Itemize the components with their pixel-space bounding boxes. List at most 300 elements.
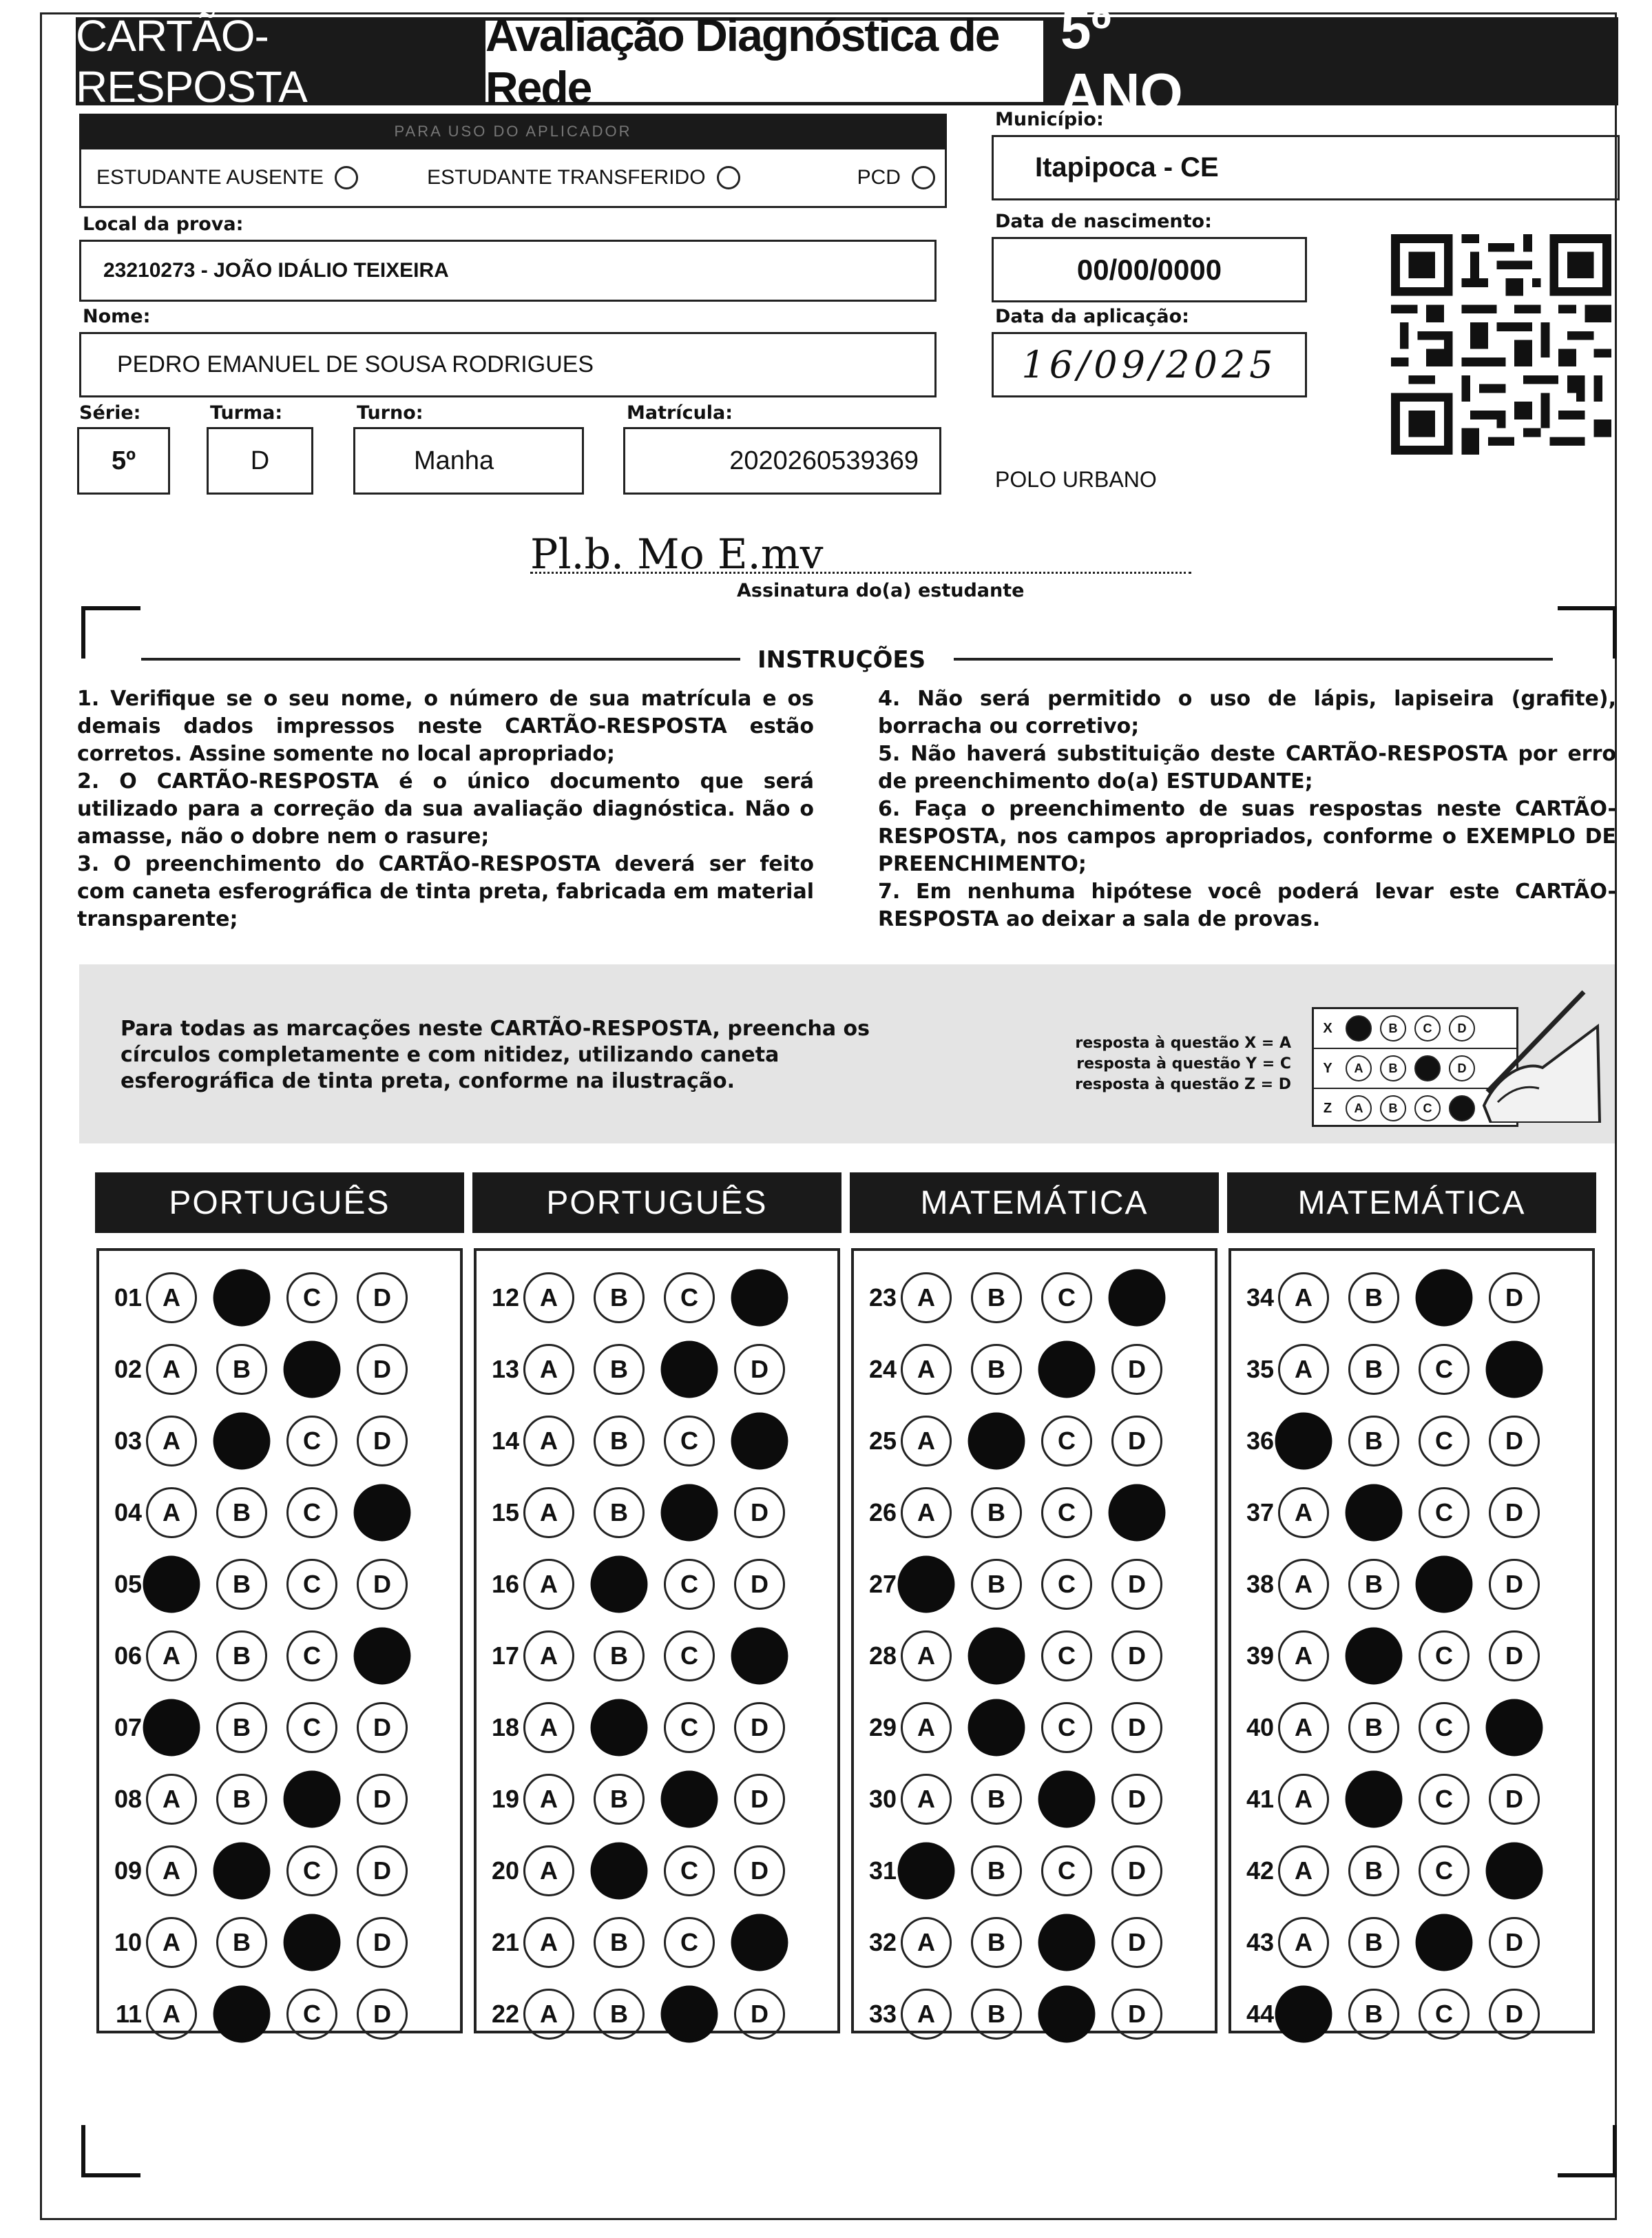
question-row xyxy=(99,1270,427,1325)
answer-bubble-a[interactable] xyxy=(901,1344,952,1395)
answer-bubble-c[interactable] xyxy=(1419,1774,1470,1825)
answer-bubble-b[interactable] xyxy=(594,1344,645,1395)
corner-mark-top-left xyxy=(81,606,140,659)
bubble-letter: D xyxy=(1505,1498,1523,1526)
answer-bubble-d[interactable] xyxy=(1489,1272,1540,1323)
bubble-letter: B xyxy=(1365,1928,1383,1956)
answer-bubble-d[interactable] xyxy=(357,1989,408,2040)
answer-bubble-a[interactable] xyxy=(1275,1413,1332,1470)
answer-bubble-b[interactable] xyxy=(594,1989,645,2040)
answer-bubble-a[interactable] xyxy=(523,1416,574,1467)
question-number: 29 xyxy=(868,1713,897,1741)
answer-bubble-d[interactable] xyxy=(1111,1845,1162,1896)
answer-bubble-a[interactable] xyxy=(901,1487,952,1538)
answer-bubble-b[interactable] xyxy=(968,1699,1025,1757)
enrollment-field: 2020260539369 xyxy=(623,427,941,495)
bubble-letter: B xyxy=(610,1928,628,1956)
question-number: 44 xyxy=(1246,2000,1274,2028)
answer-bubble-a[interactable] xyxy=(143,1556,200,1613)
question-number: 07 xyxy=(114,1713,142,1741)
answer-bubble-a[interactable] xyxy=(523,1702,574,1753)
example-bubble: B xyxy=(1380,1055,1406,1081)
application-field[interactable]: 16/09/2025 xyxy=(992,332,1307,397)
answer-bubble-c[interactable] xyxy=(661,1771,718,1828)
answer-bubble-b[interactable] xyxy=(971,1272,1022,1323)
example-legend-y: resposta à questão Y = C xyxy=(1076,1055,1291,1073)
bubble-letter: D xyxy=(373,1785,391,1813)
question-number: 19 xyxy=(491,1785,519,1813)
bubble-letter: A xyxy=(163,1283,180,1312)
bubble-letter: D xyxy=(751,1713,769,1741)
question-row xyxy=(854,1843,1182,1898)
answer-bubble-b[interactable] xyxy=(1346,1628,1403,1685)
answer-bubble-d[interactable] xyxy=(731,1413,788,1470)
answer-bubble-c[interactable] xyxy=(286,1272,337,1323)
example-bubble xyxy=(1414,1055,1441,1081)
pcd-option[interactable] xyxy=(857,166,935,189)
answer-bubble-d[interactable] xyxy=(731,1270,788,1327)
answer-bubble-a[interactable] xyxy=(523,1272,574,1323)
answer-bubble-a[interactable] xyxy=(901,1917,952,1968)
answer-bubble-a[interactable] xyxy=(1278,1630,1329,1681)
answer-bubble-c[interactable] xyxy=(664,1630,715,1681)
name-label: Nome: xyxy=(83,306,151,327)
answer-bubble-d[interactable] xyxy=(1111,1774,1162,1825)
subject-title: PORTUGUÊS xyxy=(472,1172,841,1233)
bubble-letter: B xyxy=(987,1856,1005,1885)
answer-bubble-b[interactable] xyxy=(971,1989,1022,2040)
class-field: D xyxy=(207,427,313,495)
bubble-letter: B xyxy=(987,1570,1005,1598)
answer-bubble-c[interactable] xyxy=(664,1845,715,1896)
answer-bubble-a[interactable] xyxy=(146,1917,197,1968)
answer-bubble-c[interactable] xyxy=(286,1702,337,1753)
answer-bubble-c[interactable] xyxy=(661,1484,718,1542)
question-row xyxy=(99,1843,427,1898)
bubble-letter: A xyxy=(1295,1928,1313,1956)
bubble-letter: C xyxy=(1435,1713,1453,1741)
question-row xyxy=(854,1557,1182,1612)
answer-bubble-a[interactable] xyxy=(146,1774,197,1825)
answer-bubble-c[interactable] xyxy=(1419,1344,1470,1395)
answer-bubble-c[interactable] xyxy=(664,1917,715,1968)
question-row xyxy=(1231,1915,1559,1970)
answer-bubble-b[interactable] xyxy=(594,1272,645,1323)
bubble-letter: B xyxy=(987,2000,1005,2028)
answer-bubble-d[interactable] xyxy=(357,1559,408,1610)
bubble-letter: A xyxy=(540,1928,558,1956)
answer-bubble-b[interactable] xyxy=(594,1487,645,1538)
answer-bubble-a[interactable] xyxy=(901,1989,952,2040)
question-number: 26 xyxy=(868,1498,897,1526)
answer-bubble-d[interactable] xyxy=(734,1845,785,1896)
answer-bubble-b[interactable] xyxy=(1348,1416,1399,1467)
question-number: 41 xyxy=(1246,1785,1274,1813)
answer-bubble-c[interactable] xyxy=(1041,1630,1092,1681)
question-number: 40 xyxy=(1246,1713,1274,1741)
question-number: 22 xyxy=(491,2000,519,2028)
bubble-letter: D xyxy=(751,1498,769,1526)
polo-label: POLO URBANO xyxy=(995,467,1157,492)
answer-bubble-b[interactable] xyxy=(1348,1272,1399,1323)
answer-bubble-d[interactable] xyxy=(734,1702,785,1753)
answer-bubble-c[interactable] xyxy=(1038,1771,1096,1828)
answer-bubble-a[interactable] xyxy=(523,1630,574,1681)
answer-bubble-c[interactable] xyxy=(1041,1272,1092,1323)
answer-bubble-c[interactable] xyxy=(661,1341,718,1398)
answer-bubble-c[interactable] xyxy=(1416,1270,1473,1327)
bubble-letter: C xyxy=(680,1713,698,1741)
question-row xyxy=(854,1270,1182,1325)
instruction-3: 3. O preenchimento do CARTÃO-RESPOSTA deverá ser feito com caneta esferográfica de tinta preta, fabricada em material transparente; xyxy=(77,852,814,931)
example-bubble: B xyxy=(1380,1015,1406,1042)
answer-bubble-a[interactable] xyxy=(1278,1344,1329,1395)
answer-bubble-a[interactable] xyxy=(901,1416,952,1467)
answer-bubble-a[interactable] xyxy=(146,1845,197,1896)
bubble-letter: C xyxy=(1058,1641,1076,1670)
answer-bubble-a[interactable] xyxy=(898,1556,955,1613)
answer-bubble-d[interactable] xyxy=(1486,1843,1543,1900)
answer-bubble-a[interactable] xyxy=(901,1272,952,1323)
answer-bubble-c[interactable] xyxy=(286,1989,337,2040)
answer-bubble-c[interactable] xyxy=(1041,1702,1092,1753)
question-row xyxy=(477,1557,804,1612)
answer-bubble-c[interactable] xyxy=(1416,1556,1473,1613)
bubble-letter: B xyxy=(987,1785,1005,1813)
answer-bubble-d[interactable] xyxy=(1111,1989,1162,2040)
hand-pen-icon xyxy=(1477,985,1601,1123)
answer-bubble-a[interactable] xyxy=(146,1344,197,1395)
answer-bubble-d[interactable] xyxy=(1489,1630,1540,1681)
question-row xyxy=(1231,1557,1559,1612)
answer-bubble-b[interactable] xyxy=(213,1986,271,2043)
answer-bubble-c[interactable] xyxy=(1419,1845,1470,1896)
answer-bubble-b[interactable] xyxy=(216,1344,267,1395)
bubble-letter: D xyxy=(1505,1283,1523,1312)
city-label: Município: xyxy=(995,109,1104,130)
answer-bubble-c[interactable] xyxy=(1419,1989,1470,2040)
bubble-letter: A xyxy=(163,1641,180,1670)
question-number: 23 xyxy=(868,1283,897,1312)
answer-bubble-c[interactable] xyxy=(664,1272,715,1323)
answer-bubble-c[interactable] xyxy=(1041,1416,1092,1467)
answer-bubble-b[interactable] xyxy=(216,1559,267,1610)
answer-bubble-c[interactable] xyxy=(286,1845,337,1896)
corner-mark-bottom-right xyxy=(1558,2125,1617,2177)
answer-bubble-b[interactable] xyxy=(1348,1917,1399,1968)
answer-bubble-c[interactable] xyxy=(1038,1914,1096,1971)
answer-bubble-d[interactable] xyxy=(1489,1774,1540,1825)
answer-bubble-d[interactable] xyxy=(1489,1559,1540,1610)
bubble-letter: B xyxy=(987,1283,1005,1312)
answer-bubble-d[interactable] xyxy=(1111,1344,1162,1395)
answer-bubble-b[interactable] xyxy=(971,1917,1022,1968)
absent-option[interactable] xyxy=(96,166,358,189)
bubble-letter: A xyxy=(1295,1713,1313,1741)
answer-bubble-c[interactable] xyxy=(1041,1559,1092,1610)
answer-bubble-a[interactable] xyxy=(146,1630,197,1681)
answer-bubble-c[interactable] xyxy=(1041,1487,1092,1538)
instruction-2: 2. O CARTÃO-RESPOSTA é o único documento que será utilizado para a correção da sua avaliação diagnóstica. Não o amasse, não o dobre nem o rasure; xyxy=(77,769,814,849)
bubble-letter: B xyxy=(987,1498,1005,1526)
bubble-letter: B xyxy=(1365,1713,1383,1741)
answer-bubble-d[interactable] xyxy=(1489,1989,1540,2040)
answer-bubble-c[interactable] xyxy=(664,1559,715,1610)
answer-bubble-c[interactable] xyxy=(1416,1914,1473,1971)
transferred-label: ESTUDANTE TRANSFERIDO xyxy=(427,166,706,189)
answer-bubble-b[interactable] xyxy=(216,1917,267,1968)
answer-bubble-c[interactable] xyxy=(1419,1416,1470,1467)
answer-bubble-d[interactable] xyxy=(1111,1702,1162,1753)
question-number: 20 xyxy=(491,1856,519,1885)
example-row-key: Z xyxy=(1323,1100,1332,1116)
bubble-letter: A xyxy=(540,1785,558,1813)
answer-bubble-a[interactable] xyxy=(898,1843,955,1900)
answer-bubble-a[interactable] xyxy=(1278,1559,1329,1610)
answer-bubble-b[interactable] xyxy=(213,1413,271,1470)
answer-bubble-b[interactable] xyxy=(213,1843,271,1900)
answer-bubble-a[interactable] xyxy=(1278,1272,1329,1323)
bubble-letter: B xyxy=(1365,1856,1383,1885)
absent-radio[interactable] xyxy=(335,166,358,189)
question-row xyxy=(99,1915,427,1970)
answer-bubble-d[interactable] xyxy=(734,1559,785,1610)
status-box xyxy=(79,149,947,208)
answer-bubble-c[interactable] xyxy=(1041,1845,1092,1896)
bubble-letter: A xyxy=(163,2000,180,2028)
answer-bubble-d[interactable] xyxy=(1109,1270,1166,1327)
card-title: CARTÃO-RESPOSTA xyxy=(76,11,307,112)
answer-bubble-b[interactable] xyxy=(591,1843,648,1900)
answer-bubble-b[interactable] xyxy=(591,1556,648,1613)
answer-bubble-c[interactable] xyxy=(664,1416,715,1467)
bubble-letter: B xyxy=(610,1785,628,1813)
answer-bubble-c[interactable] xyxy=(1419,1630,1470,1681)
answer-bubble-d[interactable] xyxy=(357,1917,408,1968)
answer-bubble-d[interactable] xyxy=(1111,1630,1162,1681)
answer-bubble-d[interactable] xyxy=(354,1484,411,1542)
bubble-letter: C xyxy=(1058,1713,1076,1741)
example-bubble xyxy=(1449,1095,1475,1121)
example-bubble xyxy=(1346,1015,1372,1042)
transferred-option[interactable] xyxy=(427,166,740,189)
answer-bubble-b[interactable] xyxy=(216,1774,267,1825)
answer-bubble-d[interactable] xyxy=(734,1487,785,1538)
answer-bubble-a[interactable] xyxy=(523,1845,574,1896)
answer-bubble-b[interactable] xyxy=(1348,1989,1399,2040)
answer-bubble-a[interactable] xyxy=(523,1917,574,1968)
answer-bubble-c[interactable] xyxy=(1038,1986,1096,2043)
answer-bubble-d[interactable] xyxy=(357,1845,408,1896)
answer-bubble-b[interactable] xyxy=(968,1413,1025,1470)
question-number: 01 xyxy=(114,1283,142,1312)
answer-bubble-b[interactable] xyxy=(1348,1344,1399,1395)
answer-bubble-c[interactable] xyxy=(284,1771,341,1828)
bubble-letter: A xyxy=(917,1427,935,1455)
bubble-letter: A xyxy=(540,2000,558,2028)
bubble-letter: B xyxy=(233,1713,251,1741)
answer-bubble-b[interactable] xyxy=(591,1699,648,1757)
answer-bubble-b[interactable] xyxy=(594,1630,645,1681)
answer-bubble-d[interactable] xyxy=(1486,1699,1543,1757)
answer-bubble-a[interactable] xyxy=(901,1630,952,1681)
answer-bubble-d[interactable] xyxy=(357,1702,408,1753)
answer-bubble-b[interactable] xyxy=(216,1630,267,1681)
bubble-letter: B xyxy=(1365,1283,1383,1312)
answer-bubble-b[interactable] xyxy=(1346,1771,1403,1828)
bubble-letter: C xyxy=(303,1713,321,1741)
answer-bubble-b[interactable] xyxy=(971,1344,1022,1395)
answer-bubble-b[interactable] xyxy=(1346,1484,1403,1542)
question-row xyxy=(477,1843,804,1898)
answer-bubble-d[interactable] xyxy=(354,1628,411,1685)
answer-bubble-a[interactable] xyxy=(523,1989,574,2040)
answer-bubble-b[interactable] xyxy=(971,1845,1022,1896)
question-number: 37 xyxy=(1246,1498,1274,1526)
bubble-letter: A xyxy=(163,1928,180,1956)
answer-bubble-b[interactable] xyxy=(594,1917,645,1968)
answer-bubble-b[interactable] xyxy=(968,1628,1025,1685)
answer-bubble-d[interactable] xyxy=(357,1416,408,1467)
answer-bubble-c[interactable] xyxy=(664,1702,715,1753)
question-number: 03 xyxy=(114,1427,142,1455)
bubble-letter: D xyxy=(1128,1355,1146,1383)
bubble-letter: C xyxy=(303,1283,321,1312)
answer-bubble-c[interactable] xyxy=(284,1341,341,1398)
question-number: 02 xyxy=(114,1355,142,1383)
answer-bubble-d[interactable] xyxy=(357,1344,408,1395)
pcd-radio[interactable] xyxy=(912,166,935,189)
answer-bubble-d[interactable] xyxy=(1489,1487,1540,1538)
bubble-letter: D xyxy=(1505,1570,1523,1598)
example-bubble: A xyxy=(1346,1055,1372,1081)
answer-bubble-a[interactable] xyxy=(1278,1702,1329,1753)
question-number: 31 xyxy=(868,1856,897,1885)
answer-bubble-d[interactable] xyxy=(357,1774,408,1825)
answer-bubble-d[interactable] xyxy=(1111,1917,1162,1968)
question-number: 32 xyxy=(868,1928,897,1956)
answer-bubble-a[interactable] xyxy=(143,1699,200,1757)
question-number: 39 xyxy=(1246,1641,1274,1670)
answer-bubble-d[interactable] xyxy=(1489,1917,1540,1968)
bubble-letter: C xyxy=(680,1928,698,1956)
answer-bubble-c[interactable] xyxy=(1038,1341,1096,1398)
answer-bubble-b[interactable] xyxy=(971,1559,1022,1610)
example-bubble: C xyxy=(1414,1095,1441,1121)
answer-bubble-d[interactable] xyxy=(1489,1416,1540,1467)
question-number: 42 xyxy=(1246,1856,1274,1885)
answer-bubble-c[interactable] xyxy=(284,1914,341,1971)
answer-bubble-d[interactable] xyxy=(731,1628,788,1685)
answer-bubble-b[interactable] xyxy=(1348,1845,1399,1896)
bubble-letter: A xyxy=(540,1641,558,1670)
question-row xyxy=(1231,1270,1559,1325)
answer-bubble-a[interactable] xyxy=(1275,1986,1332,2043)
bubble-letter: A xyxy=(917,1283,935,1312)
answer-bubble-a[interactable] xyxy=(146,1416,197,1467)
answer-bubble-a[interactable] xyxy=(901,1702,952,1753)
bubble-letter: D xyxy=(1128,1785,1146,1813)
answer-bubble-a[interactable] xyxy=(523,1559,574,1610)
answer-bubble-a[interactable] xyxy=(1278,1774,1329,1825)
answer-bubble-b[interactable] xyxy=(216,1487,267,1538)
answer-bubble-a[interactable] xyxy=(146,1989,197,2040)
question-row xyxy=(99,1772,427,1827)
answer-bubble-b[interactable] xyxy=(1348,1702,1399,1753)
bubble-letter: B xyxy=(233,1928,251,1956)
signature-line[interactable] xyxy=(530,530,1191,579)
bubble-letter: D xyxy=(1505,1427,1523,1455)
answer-bubble-a[interactable] xyxy=(146,1487,197,1538)
answer-bubble-b[interactable] xyxy=(1348,1559,1399,1610)
answer-bubble-c[interactable] xyxy=(661,1986,718,2043)
bubble-letter: A xyxy=(1295,1856,1313,1885)
corner-mark-top-right xyxy=(1558,606,1617,659)
answer-bubble-a[interactable] xyxy=(523,1487,574,1538)
transferred-radio[interactable] xyxy=(717,166,740,189)
answer-bubble-a[interactable] xyxy=(523,1344,574,1395)
question-number: 25 xyxy=(868,1427,897,1455)
example-legend xyxy=(1033,1033,1291,1095)
answer-bubble-b[interactable] xyxy=(971,1487,1022,1538)
series-field: 5º xyxy=(77,427,170,495)
answer-bubble-d[interactable] xyxy=(734,1344,785,1395)
bubble-letter: C xyxy=(1435,1355,1453,1383)
answer-bubble-c[interactable] xyxy=(1419,1702,1470,1753)
answer-bubble-a[interactable] xyxy=(523,1774,574,1825)
bubble-letter: A xyxy=(163,1427,180,1455)
question-number: 17 xyxy=(491,1641,519,1670)
birth-field: 00/00/0000 xyxy=(992,237,1307,302)
answer-bubble-a[interactable] xyxy=(1278,1845,1329,1896)
answer-bubble-c[interactable] xyxy=(286,1559,337,1610)
answer-bubble-c[interactable] xyxy=(286,1416,337,1467)
answer-bubble-d[interactable] xyxy=(734,1774,785,1825)
bubble-letter: D xyxy=(1505,1641,1523,1670)
city-field: Itapipoca - CE xyxy=(992,135,1620,200)
question-number: 28 xyxy=(868,1641,897,1670)
absent-label: ESTUDANTE AUSENTE xyxy=(96,166,324,189)
question-row xyxy=(854,1772,1182,1827)
answer-bubble-d[interactable] xyxy=(1109,1484,1166,1542)
bubble-letter: D xyxy=(373,1570,391,1598)
question-number: 14 xyxy=(491,1427,519,1455)
question-row xyxy=(854,1413,1182,1469)
answer-bubble-b[interactable] xyxy=(971,1774,1022,1825)
answer-bubble-a[interactable] xyxy=(901,1774,952,1825)
answer-bubble-b[interactable] xyxy=(594,1774,645,1825)
answer-bubble-c[interactable] xyxy=(286,1630,337,1681)
answer-bubble-d[interactable] xyxy=(1111,1416,1162,1467)
answer-bubble-c[interactable] xyxy=(1419,1487,1470,1538)
answer-bubble-d[interactable] xyxy=(357,1272,408,1323)
answer-bubble-d[interactable] xyxy=(1111,1559,1162,1610)
answer-bubble-d[interactable] xyxy=(1486,1341,1543,1398)
answer-bubble-d[interactable] xyxy=(731,1914,788,1971)
question-row xyxy=(99,1342,427,1397)
answer-bubble-a[interactable] xyxy=(146,1272,197,1323)
answer-bubble-c[interactable] xyxy=(286,1487,337,1538)
answer-bubble-b[interactable] xyxy=(216,1702,267,1753)
answer-bubble-b[interactable] xyxy=(213,1270,271,1327)
answer-bubble-a[interactable] xyxy=(1278,1917,1329,1968)
answer-bubble-b[interactable] xyxy=(594,1416,645,1467)
answer-bubble-a[interactable] xyxy=(1278,1487,1329,1538)
question-number: 43 xyxy=(1246,1928,1274,1956)
answer-bubble-d[interactable] xyxy=(734,1989,785,2040)
qr-code xyxy=(1391,234,1611,455)
bubble-letter: A xyxy=(1295,1355,1313,1383)
